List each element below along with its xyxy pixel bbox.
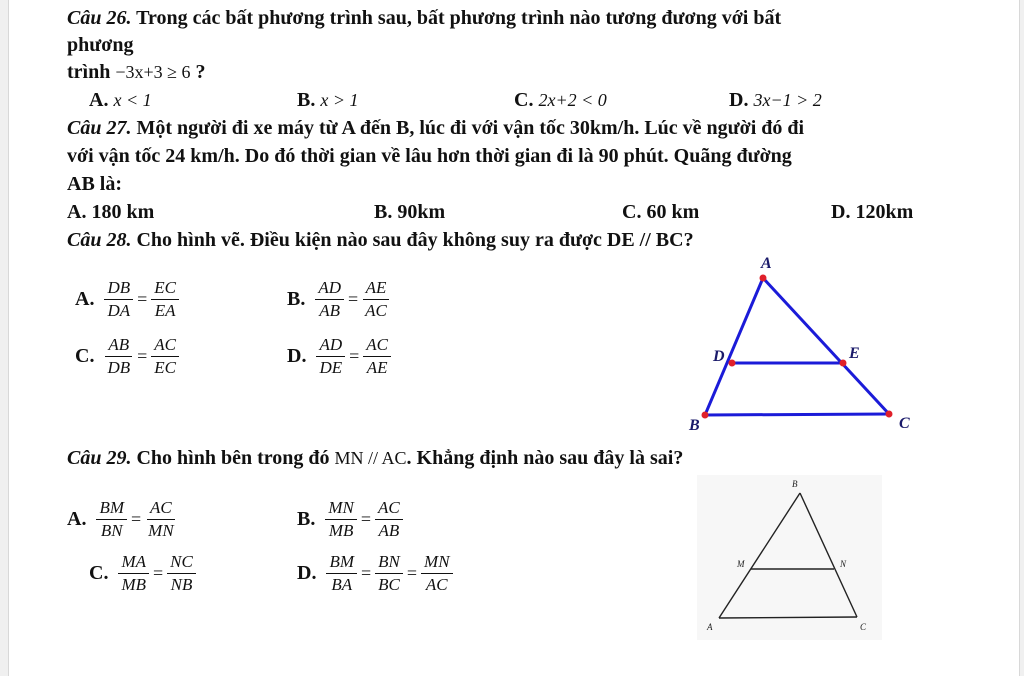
equals-sign: = xyxy=(137,289,148,309)
q26-text3: trình xyxy=(67,61,111,83)
q26-option-a-expr: x < 1 xyxy=(113,90,152,110)
denominator: BN xyxy=(100,521,123,540)
q29-cond: MN // AC xyxy=(334,448,407,468)
q29-option-b[interactable] xyxy=(297,498,405,541)
q28-triangle-lines xyxy=(705,278,889,415)
q28-option-d[interactable] xyxy=(287,335,393,378)
q26-option-a-label: A. xyxy=(89,89,109,111)
point-b xyxy=(702,412,709,419)
fraction xyxy=(325,498,357,541)
q28-option-c[interactable] xyxy=(75,335,181,378)
fraction xyxy=(145,498,177,541)
label-n: N xyxy=(840,559,847,569)
numerator: BN xyxy=(375,552,403,574)
figure-background xyxy=(697,475,882,640)
numerator: MN xyxy=(325,498,357,520)
fraction xyxy=(421,552,453,595)
numerator: DB xyxy=(104,278,133,300)
q28-line xyxy=(67,228,694,252)
q28-triangle-figure xyxy=(679,250,929,440)
numerator: AD xyxy=(316,335,345,357)
q26-option-d[interactable] xyxy=(729,88,822,112)
fraction xyxy=(104,278,133,321)
q26-line3 xyxy=(67,60,206,84)
q26-end: ? xyxy=(190,61,206,83)
q26-label: Câu 26. xyxy=(67,7,132,29)
denominator: EC xyxy=(154,358,177,377)
numerator: AE xyxy=(363,278,390,300)
q27-option-c[interactable]: C. 60 km xyxy=(622,201,700,223)
point-d xyxy=(729,360,736,367)
numerator: AC xyxy=(363,335,391,357)
q27-line2: với vận tốc 24 km/h. Do đó thời gian về lâu hơn thời gian đi là 90 phút. Quãng đường xyxy=(67,145,792,167)
denominator: DE xyxy=(319,358,343,377)
q28-text: Cho hình vẽ. Điều kiện nào sau đây không suy ra được DE // BC? xyxy=(131,229,694,251)
q26-option-d-expr: 3x−1 > 2 xyxy=(753,90,822,110)
numerator: AC xyxy=(375,498,403,520)
q26-option-c-expr: 2x+2 < 0 xyxy=(538,90,607,110)
label-c: C xyxy=(899,415,910,432)
q29-text2: . Khẳng định nào sau đây là sai? xyxy=(406,447,684,469)
side-ab xyxy=(705,278,763,415)
equals-sign: = xyxy=(360,509,371,529)
q26-option-c-label: C. xyxy=(514,89,534,111)
denominator: MB xyxy=(121,575,146,594)
q26-option-c[interactable] xyxy=(514,88,607,112)
fraction xyxy=(326,552,357,595)
q28-option-c-label: C. xyxy=(75,345,95,367)
point-e xyxy=(840,360,847,367)
equals-sign: = xyxy=(361,563,372,583)
label-b: B xyxy=(792,479,798,489)
equals-sign: = xyxy=(131,509,142,529)
fraction xyxy=(362,278,390,321)
denominator: DB xyxy=(107,358,131,377)
q27-line3: AB là: xyxy=(67,173,122,195)
q26-option-d-label: D. xyxy=(729,89,749,111)
denominator: AB xyxy=(319,301,341,320)
label-m: M xyxy=(737,559,745,569)
q26-expr: −3x+3 ≥ 6 xyxy=(115,62,191,82)
q29-option-c[interactable] xyxy=(89,552,198,595)
q28-label: Câu 28. xyxy=(67,229,132,251)
fraction xyxy=(315,278,344,321)
document-page xyxy=(8,0,1020,676)
fraction xyxy=(118,552,149,595)
q29-text1: Cho hình bên trong đó xyxy=(131,447,335,469)
equals-sign: = xyxy=(153,563,164,583)
q29-label: Câu 29. xyxy=(67,447,132,469)
q28-option-b-label: B. xyxy=(287,288,306,310)
side-bc xyxy=(705,414,889,415)
label-a: A xyxy=(761,255,772,272)
fraction xyxy=(316,335,345,378)
fraction xyxy=(151,278,179,321)
q29-option-a-label: A. xyxy=(67,508,87,530)
numerator: BM xyxy=(326,552,357,574)
q26-option-b-label: B. xyxy=(297,89,316,111)
label-c: C xyxy=(860,622,867,632)
denominator: NB xyxy=(170,575,193,594)
denominator: MB xyxy=(328,521,354,540)
denominator: AB xyxy=(378,521,400,540)
q29-triangle-figure xyxy=(697,475,882,640)
q26-line1 xyxy=(67,6,781,30)
denominator: MN xyxy=(148,521,174,540)
q29-option-d-label: D. xyxy=(297,562,317,584)
equals-sign: = xyxy=(348,289,359,309)
fraction xyxy=(104,335,133,378)
fraction xyxy=(151,335,179,378)
equals-sign: = xyxy=(406,563,418,583)
numerator: MA xyxy=(118,552,149,574)
fraction xyxy=(375,498,403,541)
q26-text2: phương xyxy=(67,34,134,56)
point-c xyxy=(886,411,893,418)
q26-option-b-expr: x > 1 xyxy=(320,90,359,110)
label-e: E xyxy=(849,345,860,362)
numerator: AC xyxy=(151,335,179,357)
q28-option-a[interactable] xyxy=(75,278,181,321)
numerator: AC xyxy=(147,498,175,520)
q27-option-a[interactable]: A. 180 km xyxy=(67,201,155,223)
q27-label: Câu 27. xyxy=(67,117,132,139)
equals-sign: = xyxy=(137,346,148,366)
label-a: A xyxy=(707,622,713,632)
q29-option-c-label: C. xyxy=(89,562,109,584)
numerator: AD xyxy=(315,278,344,300)
q29-option-d[interactable] xyxy=(297,552,455,595)
q26-text1: Trong các bất phương trình sau, bất phương trình nào tương đương với bất xyxy=(131,7,782,29)
numerator: NC xyxy=(167,552,196,574)
fraction xyxy=(96,498,127,541)
numerator: BM xyxy=(96,498,127,520)
fraction xyxy=(167,552,196,595)
q26-option-a[interactable] xyxy=(89,88,152,112)
label-b: B xyxy=(689,417,700,434)
q29-line xyxy=(67,446,683,470)
q26-option-b[interactable] xyxy=(297,88,358,112)
q27-option-d[interactable]: D. 120km xyxy=(831,201,914,223)
side-ac xyxy=(763,278,889,414)
q29-option-b-label: B. xyxy=(297,508,316,530)
q27-option-b[interactable]: B. 90km xyxy=(374,201,446,223)
denominator: BC xyxy=(378,575,400,594)
denominator: BA xyxy=(331,575,353,594)
denominator: AC xyxy=(365,301,387,320)
denominator: AC xyxy=(425,575,448,594)
point-a xyxy=(760,275,767,282)
q27-text1: Một người đi xe máy từ A đến B, lúc đi với vận tốc 30km/h. Lúc về người đó đi xyxy=(131,117,805,139)
denominator: DA xyxy=(107,301,131,320)
q29-option-a[interactable] xyxy=(67,498,179,541)
fraction xyxy=(375,552,403,595)
side-ac xyxy=(719,617,857,618)
numerator: MN xyxy=(421,552,453,574)
q27-line1 xyxy=(67,116,804,140)
q28-option-b[interactable] xyxy=(287,278,392,321)
numerator: EC xyxy=(151,278,179,300)
q28-option-d-label: D. xyxy=(287,345,307,367)
numerator: AB xyxy=(105,335,132,357)
denominator: EA xyxy=(154,301,176,320)
fraction xyxy=(363,335,391,378)
denominator: AE xyxy=(366,358,388,377)
equals-sign: = xyxy=(349,346,360,366)
label-d: D xyxy=(713,348,725,365)
q28-option-a-label: A. xyxy=(75,288,95,310)
